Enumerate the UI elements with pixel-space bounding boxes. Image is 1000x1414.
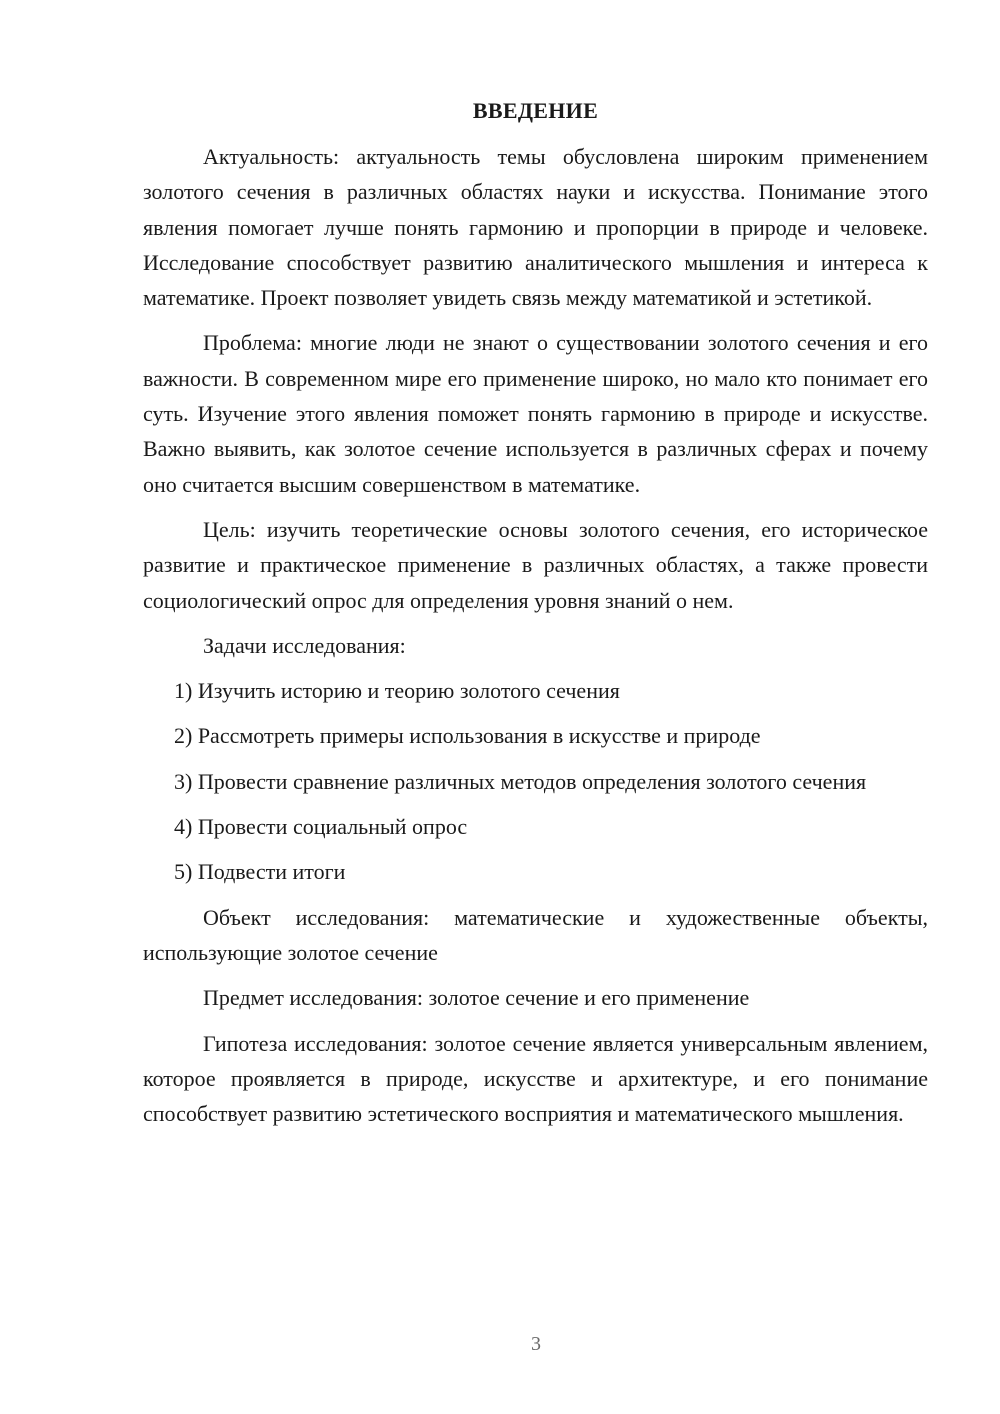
paragraph-subject: Предмет исследования: золотое сечение и его применение (203, 985, 750, 1011)
task-item-2: 2) Рассмотреть примеры использования в искусстве и природе (174, 723, 761, 749)
paragraph-object: Объект исследования: математические и художественные объекты, использующие золотое сечение (143, 904, 928, 965)
paragraph-relevance: Актуальность: актуальность темы обусловлена широким применением золотого сечения в различных областях науки и искусства. Понимание этого явления помогает лучше понять гармонию и пропорции в природе и человеке. Исследование способствует развитию аналитического мышления и интереса к математике. Проект позволяет увидеть связь между математикой и эстетикой. (143, 144, 928, 311)
paragraph-goal: Цель: изучить теоретические основы золотого сечения, его историческое развитие и практическое применение в различных областях, а также провести социологический опрос для определения уровня знаний о нем. (143, 516, 928, 613)
page-title: ВВЕДЕНИЕ (472, 98, 599, 123)
page-number: 3 (531, 1333, 541, 1355)
task-item-5: 5) Подвести итоги (174, 859, 346, 885)
page-content (143, 95, 928, 1131)
paragraph-hypothesis: Гипотеза исследования: золотое сечение является универсальным явлением, которое проявляется в природе, искусстве и архитектуре, и его понимание способствует развитию эстетического восприятия и математического мышления. (143, 1030, 928, 1127)
paragraph-problem: Проблема: многие люди не знают о существовании золотого сечения и его важности. В современном мире его применение широко, но мало кто понимает его суть. Изучение этого явления поможет понять гармонию в природе и искусстве. Важно выявить, как золотое сечение используется в различных сферах и почему оно считается высшим совершенством в математике. (143, 330, 928, 497)
task-item-3: 3) Провести сравнение различных методов определения золотого сечения (174, 768, 867, 794)
paragraph-tasks-heading: Задачи исследования: (203, 632, 406, 658)
task-item-1: 1) Изучить историю и теорию золотого сечения (174, 678, 620, 704)
task-item-4: 4) Провести социальный опрос (174, 814, 468, 840)
